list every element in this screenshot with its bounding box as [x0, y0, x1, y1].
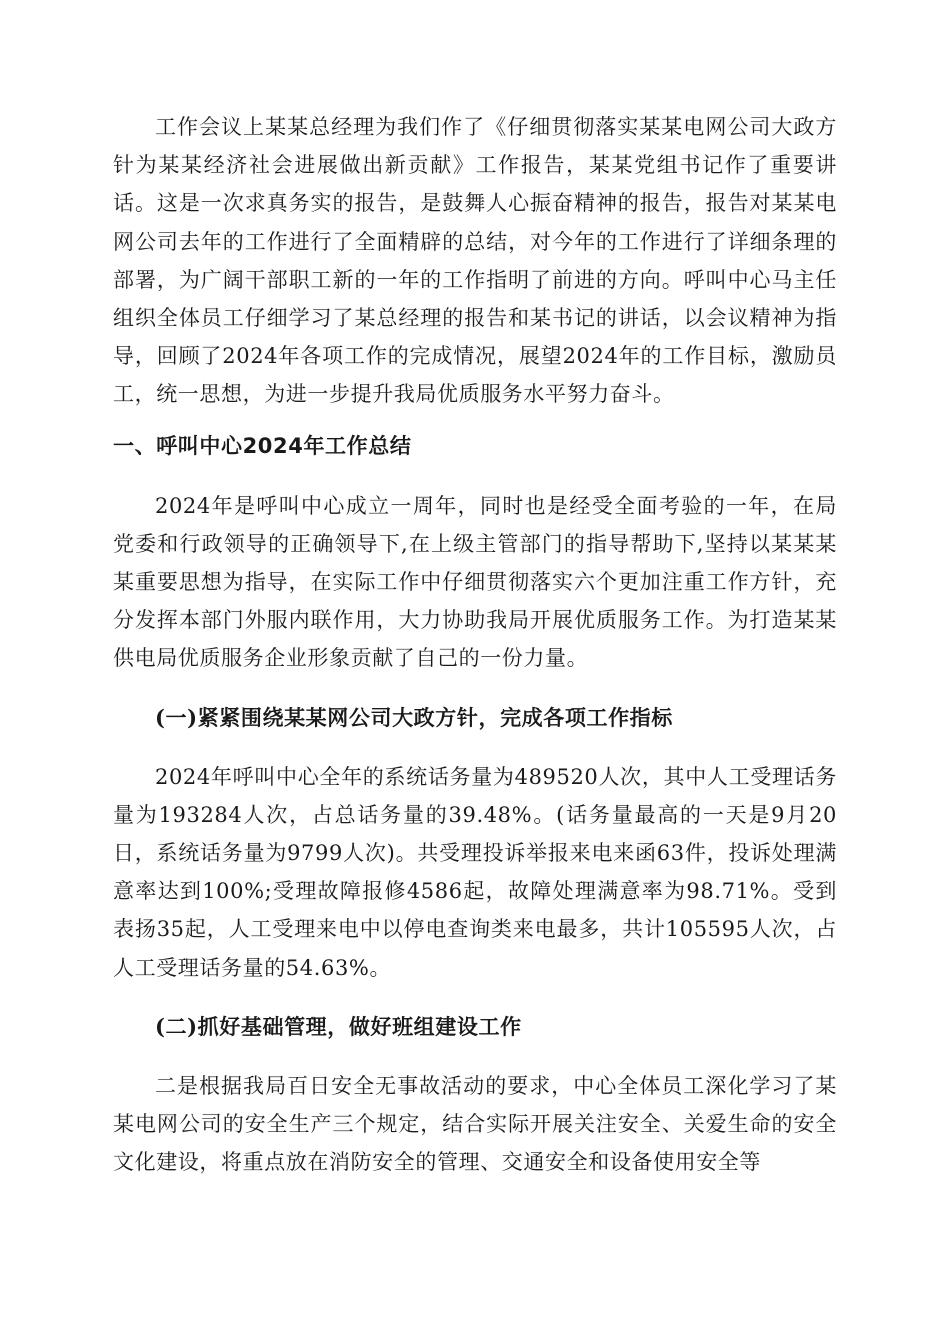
spacer — [113, 465, 837, 487]
spacer — [113, 414, 837, 427]
spacer — [113, 737, 837, 758]
document-body — [113, 108, 837, 1181]
subsection-targets-paragraph: 2024年呼叫中心全年的系统话务量为489520人次，其中人工受理话务量为193284人次，占总话务量的39.48%。(话务量最高的一天是9月20日，系统话务量为9799人次)。共受理投诉举报来电来函63件，投诉处理满意率达到100%;受理故障报修4586起，故障处理满意率为98.71%。受到表扬35起，人工受理来电中以停电查询类来电最多，共计105595人次，占人工受理话务量的54.63%。 — [113, 764, 837, 980]
section-summary-paragraph: 2024年是呼叫中心成立一周年，同时也是经受全面考验的一年，在局党委和行政领导的正确领导下,在上级主管部门的指导帮助下,坚持以某某某某重要思想为指导，在实际工作中仔细贯彻落实六个更加注重工作方针，充分发挥本部门外服内联作用，大力协助我局开展优质服务工作。为打造某某供电局优质服务企业形象贡献了自己的一份力量。 — [113, 493, 837, 671]
section-heading-summary: 一、呼叫中心2024年工作总结 — [113, 433, 412, 458]
subsection-heading-management: (二)抓好基础管理，做好班组建设工作 — [155, 1013, 522, 1039]
subsection-management-paragraph: 二是根据我局百日安全无事故活动的要求，中心全体员工深化学习了某某电网公司的安全生产三个规定，结合实际开展关注安全、关爱生命的安全文化建设，将重点放在消防安全的管理、交通安全和设备使用安全等 — [113, 1073, 837, 1175]
subsection-heading-targets: (一)紧紧围绕某某网公司大政方针，完成各项工作指标 — [155, 704, 673, 730]
spacer — [113, 678, 837, 699]
spacer — [113, 987, 837, 1008]
intro-paragraph: 工作会议上某某总经理为我们作了《仔细贯彻落实某某电网公司大政方针为某某经济社会进展做出新贡献》工作报告，某某党组书记作了重要讲话。这是一次求真务实的报告，是鼓舞人心振奋精神的报告，报告对某某电网公司去年的工作进行了全面精辟的总结，对今年的工作进行了详细条理的部署，为广阔干部职工新的一年的工作指明了前进的方向。呼叫中心马主任组织全体员工仔细学习了某总经理的报告和某书记的讲话，以会议精神为指导，回顾了2024年各项工作的完成情况，展望2024年的工作目标，激励员工，统一思想，为进一步提升我局优质服务水平努力奋斗。 — [113, 115, 837, 407]
spacer — [113, 1046, 837, 1067]
